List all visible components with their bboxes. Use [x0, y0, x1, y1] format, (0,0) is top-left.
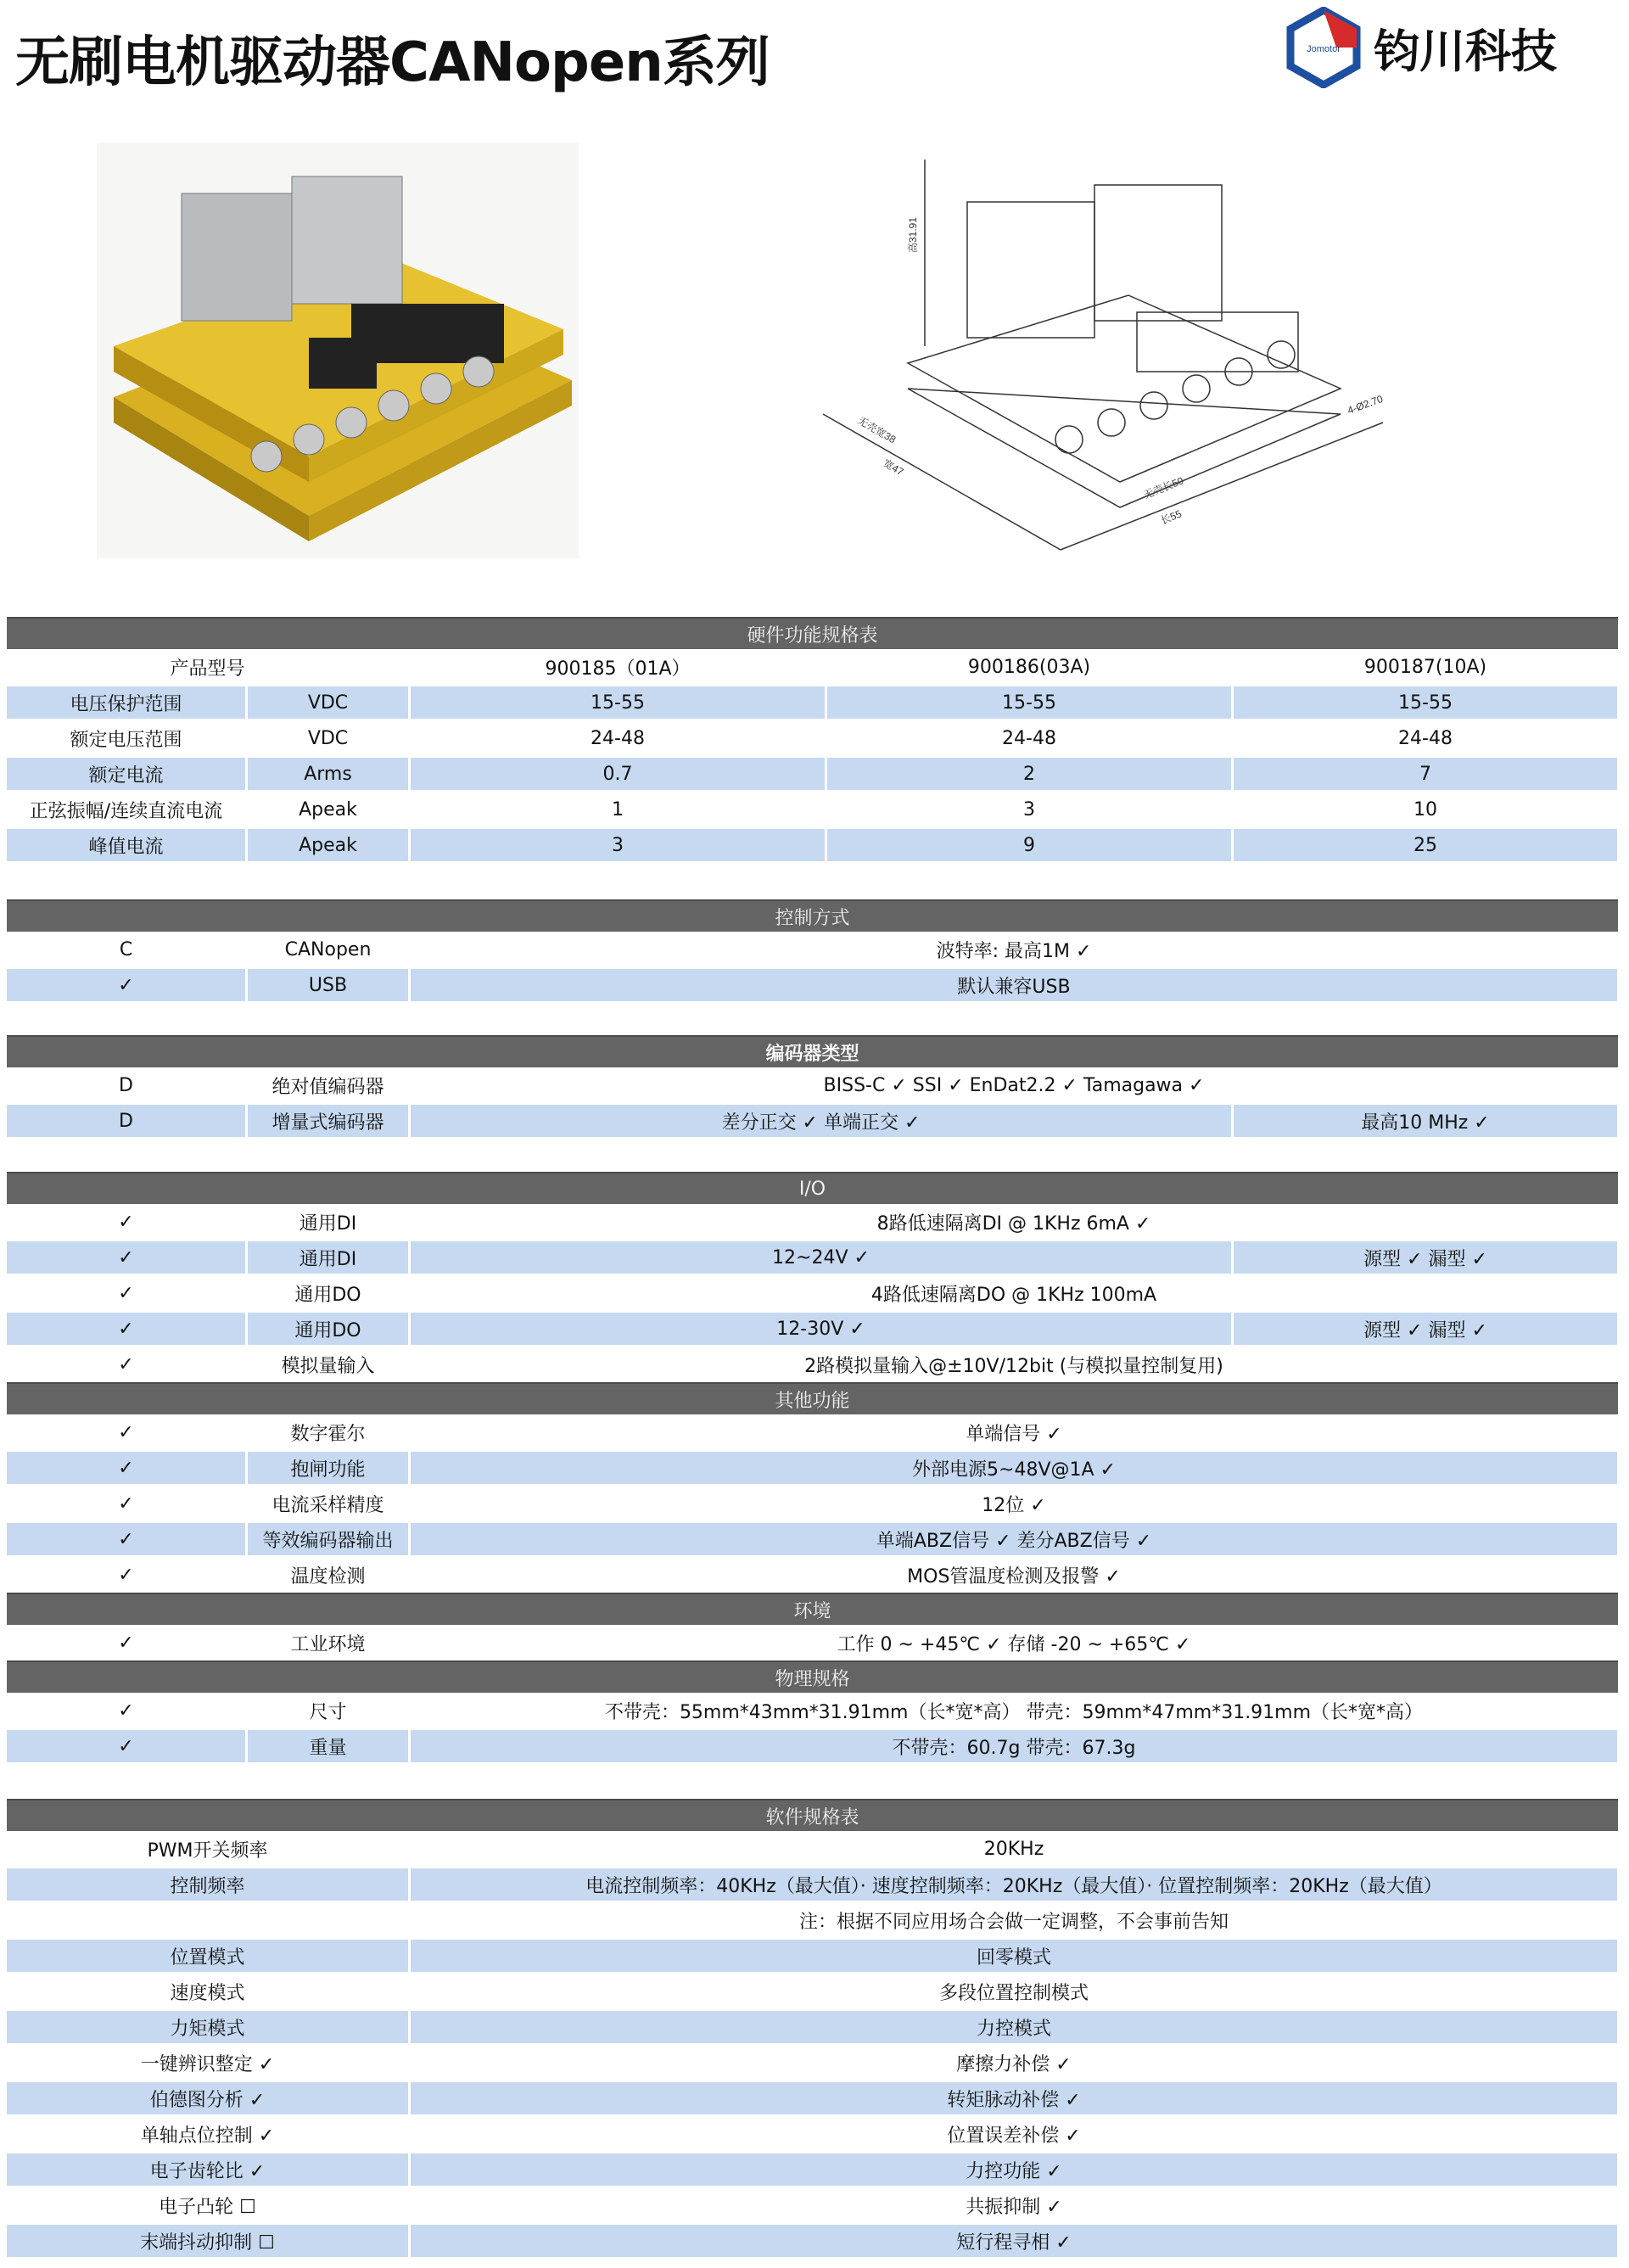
- svg-text:宽47: 宽47: [881, 456, 906, 479]
- table-cell: 最高10 MHz ✓: [1234, 1105, 1617, 1137]
- table-row: [7, 2152, 1618, 2187]
- table-cell: 电压保护范围: [7, 686, 245, 719]
- table-cell: 峰值电流: [7, 829, 245, 861]
- table-cell: 12~24V ✓: [411, 1241, 1231, 1274]
- table-cell: 源型 ✓ 漏型 ✓: [1234, 1241, 1617, 1274]
- table-cell: 速度模式: [170, 1982, 245, 2004]
- table-row: [7, 1625, 1618, 1660]
- table-row: [7, 685, 1618, 720]
- table-cell: 尺寸: [309, 1701, 347, 1723]
- table-cell: 2: [827, 758, 1231, 790]
- table-cell: 通用DO: [248, 1313, 408, 1345]
- table-cell: 额定电压范围: [70, 729, 182, 751]
- table-cell: ✓: [118, 1492, 134, 1515]
- table-cell: 通用DO: [294, 1284, 361, 1306]
- table-row: [7, 1831, 1618, 1867]
- table-cell: 2路模拟量输入@±10V/12bit (与模拟量控制复用): [804, 1355, 1223, 1377]
- spec-section: [7, 1172, 1618, 1382]
- table-row: [7, 1974, 1618, 2009]
- table-cell: D: [119, 1074, 133, 1096]
- table-cell: 摩擦力补偿 ✓: [956, 2053, 1072, 2075]
- table-cell: 20KHz: [983, 1838, 1044, 1860]
- table-row: [7, 1521, 1618, 1557]
- table-row: [7, 1486, 1618, 1521]
- section-header: 控制方式: [7, 899, 1618, 932]
- svg-text:Jomotor: Jomotor: [1307, 44, 1341, 54]
- table-cell: 单轴点位控制 ✓: [140, 2125, 275, 2147]
- table-row: [7, 1067, 1618, 1103]
- table-cell: 外部电源5~48V@1A ✓: [411, 1452, 1617, 1484]
- table-cell: 工业环境: [290, 1633, 366, 1655]
- spec-section: [7, 617, 1618, 863]
- table-cell: Arms: [248, 758, 408, 790]
- table-cell: ✓: [7, 969, 245, 1001]
- table-cell: 末端抖动抑制 ☐: [7, 2225, 408, 2257]
- table-cell: 差分正交 ✓ 单端正交 ✓: [411, 1105, 1231, 1137]
- table-cell: ✓: [118, 1211, 134, 1233]
- table-cell: 控制频率: [7, 1868, 408, 1901]
- spec-tables: [7, 617, 1618, 2259]
- page-title: 无刷电机驱动器CANopen系列: [15, 31, 770, 94]
- table-cell: ✓: [7, 1313, 245, 1345]
- svg-text:4-Ø2.70: 4-Ø2.70: [1346, 392, 1385, 417]
- table-cell: 共振抑制 ✓: [966, 2196, 1062, 2218]
- table-cell: 900187(10A): [1363, 656, 1487, 678]
- table-cell: 波特率: 最高1M ✓: [936, 940, 1092, 962]
- spec-section: [7, 1799, 1618, 2259]
- table-cell: VDC: [248, 686, 408, 719]
- table-row: [7, 1938, 1618, 1974]
- table-cell: 电流控制频率：40KHz（最大值）· 速度控制频率：20KHz（最大值）· 位置控制频率：20KHz（最大值）: [411, 1868, 1617, 1901]
- table-cell: 15-55: [827, 686, 1231, 719]
- section-header: 物理规格: [7, 1660, 1618, 1693]
- table-cell: 额定电流: [7, 758, 245, 790]
- table-cell: 正弦振幅/连续直流电流: [29, 800, 223, 822]
- table-row: [7, 1204, 1618, 1240]
- table-cell: 短行程寻相 ✓: [411, 2225, 1617, 2257]
- table-cell: 力控模式: [411, 2011, 1617, 2043]
- table-cell: 0.7: [411, 758, 825, 790]
- svg-text:高31.91: 高31.91: [907, 216, 919, 253]
- hexagon-logo-icon: [1285, 7, 1362, 88]
- table-cell: 3: [411, 829, 825, 861]
- table-cell: 900186(03A): [967, 656, 1091, 678]
- table-cell: 力控功能 ✓: [411, 2153, 1617, 2186]
- section-header: 编码器类型: [7, 1035, 1618, 1067]
- table-cell: 电子齿轮比 ✓: [7, 2153, 408, 2186]
- table-cell: 不带壳：55mm*43mm*31.91mm（长*宽*高） 带壳：59mm*47mm*31.91mm（长*宽*高）: [604, 1701, 1424, 1723]
- table-cell: USB: [248, 969, 408, 1001]
- table-cell: 通用DI: [248, 1241, 408, 1274]
- table-cell: 10: [1413, 798, 1437, 820]
- table-cell: 900185（01A）: [545, 658, 691, 680]
- table-cell: 24-48: [591, 727, 645, 749]
- table-cell: 电流采样精度: [272, 1494, 384, 1516]
- table-row: [7, 827, 1618, 863]
- spec-section: [7, 1593, 1618, 1660]
- table-row: [7, 2187, 1618, 2223]
- table-cell: BISS-C ✓ SSI ✓ EnDat2.2 ✓ Tamagawa ✓: [823, 1074, 1205, 1096]
- table-cell: 单端ABZ信号 ✓ 差分ABZ信号 ✓: [411, 1523, 1617, 1555]
- svg-text:无壳宽38: 无壳宽38: [855, 414, 898, 446]
- dimension-drawing: [789, 143, 1417, 567]
- table-cell: 7: [1234, 758, 1617, 790]
- table-cell: CANopen: [284, 938, 372, 960]
- table-row: [7, 1414, 1618, 1450]
- table-cell: 伯德图分析 ✓: [7, 2082, 408, 2114]
- table-cell: 增量式编码器: [248, 1105, 408, 1137]
- table-cell: 单端信号 ✓: [966, 1423, 1062, 1445]
- spec-section: [7, 1660, 1618, 1764]
- table-cell: ✓: [7, 1523, 245, 1555]
- table-cell: 注：根据不同应用场合会做一定调整，不会事前告知: [798, 1911, 1229, 1933]
- table-cell: 3: [1023, 798, 1035, 820]
- table-cell: C: [119, 938, 133, 960]
- brand-name: 钧川科技: [1374, 24, 1557, 78]
- table-row: [7, 1557, 1618, 1593]
- table-cell: VDC: [307, 727, 349, 749]
- table-cell: ✓: [118, 1353, 134, 1375]
- table-cell: 工作 0 ~ +45℃ ✓ 存储 -20 ~ +65℃ ✓: [837, 1633, 1191, 1655]
- section-header: 其他功能: [7, 1382, 1618, 1414]
- table-cell: 4路低速隔离DO @ 1KHz 100mA: [870, 1284, 1157, 1306]
- table-cell: 数字霍尔: [290, 1423, 366, 1445]
- svg-text:无壳长50: 无壳长50: [1141, 474, 1185, 501]
- table-cell: MOS管温度检测及报警 ✓: [907, 1565, 1121, 1588]
- table-row: [7, 1902, 1618, 1938]
- table-cell: 重量: [248, 1730, 408, 1762]
- table-row: [7, 2223, 1618, 2259]
- table-cell: Apeak: [248, 829, 408, 861]
- table-row: [7, 1867, 1618, 1902]
- table-cell: 1: [612, 798, 624, 820]
- table-cell: 12位 ✓: [982, 1494, 1046, 1516]
- table-row: [7, 1240, 1618, 1275]
- table-cell: PWM开关频率: [147, 1840, 268, 1862]
- table-row: [7, 792, 1618, 827]
- table-row: [7, 2009, 1618, 2045]
- table-cell: 15-55: [411, 686, 825, 719]
- table-row: [7, 1347, 1618, 1382]
- table-cell: 温度检测: [290, 1565, 366, 1588]
- table-cell: 通用DI: [299, 1212, 357, 1235]
- table-row: [7, 649, 1618, 685]
- table-cell: 抱闸功能: [248, 1452, 408, 1484]
- table-cell: ✓: [7, 1241, 245, 1274]
- table-cell: 产品型号: [170, 658, 245, 680]
- table-cell: 8路低速隔离DI @ 1KHz 6mA ✓: [876, 1212, 1151, 1235]
- table-cell: 24-48: [1398, 727, 1453, 749]
- spec-section: [7, 1035, 1618, 1139]
- table-cell: 源型 ✓ 漏型 ✓: [1234, 1313, 1617, 1345]
- table-cell: 回零模式: [411, 1940, 1617, 1972]
- table-cell: 位置模式: [7, 1940, 408, 1972]
- spec-section: [7, 899, 1618, 1003]
- table-cell: 一键辨识整定 ✓: [140, 2053, 275, 2075]
- table-cell: ✓: [118, 1632, 134, 1654]
- table-cell: 25: [1234, 829, 1617, 861]
- table-cell: D: [7, 1105, 245, 1137]
- table-row: [7, 720, 1618, 756]
- table-row: [7, 1728, 1618, 1764]
- table-row: [7, 1693, 1618, 1728]
- table-cell: [7, 1904, 408, 1936]
- table-cell: 12-30V ✓: [411, 1313, 1231, 1345]
- table-cell: 位置误差补偿 ✓: [947, 2125, 1081, 2147]
- table-cell: ✓: [118, 1564, 134, 1586]
- spec-section: [7, 1382, 1618, 1593]
- table-cell: 力矩模式: [7, 2011, 408, 2043]
- table-cell: 不带壳：60.7g 带壳：67.3g: [411, 1730, 1617, 1762]
- table-cell: 等效编码器输出: [248, 1523, 408, 1555]
- table-cell: 24-48: [1002, 727, 1056, 749]
- table-cell: Apeak: [299, 798, 357, 820]
- section-header: 硬件功能规格表: [7, 617, 1618, 649]
- table-cell: 绝对值编码器: [272, 1076, 384, 1098]
- table-row: [7, 1311, 1618, 1347]
- table-row: [7, 756, 1618, 792]
- table-cell: ✓: [7, 1452, 245, 1484]
- table-cell: 电子凸轮 ☐: [159, 2196, 256, 2218]
- section-header: 环境: [7, 1593, 1618, 1625]
- table-cell: 9: [827, 829, 1231, 861]
- table-row: [7, 967, 1618, 1003]
- table-row: [7, 2116, 1618, 2152]
- table-cell: 模拟量输入: [281, 1355, 375, 1377]
- section-header: 软件规格表: [7, 1799, 1618, 1831]
- table-cell: ✓: [7, 1730, 245, 1762]
- svg-text:长55: 长55: [1158, 507, 1184, 527]
- table-row: [7, 2080, 1618, 2116]
- table-cell: ✓: [118, 1700, 134, 1722]
- table-row: [7, 1103, 1618, 1139]
- brand-logo: [1285, 7, 1557, 88]
- table-row: [7, 1450, 1618, 1486]
- product-photo: [97, 143, 579, 558]
- table-cell: ✓: [118, 1421, 134, 1443]
- table-cell: 15-55: [1234, 686, 1617, 719]
- section-header: I/O: [7, 1172, 1618, 1204]
- table-row: [7, 2045, 1618, 2080]
- table-cell: 转矩脉动补偿 ✓: [411, 2082, 1617, 2114]
- table-cell: 默认兼容USB: [411, 969, 1617, 1001]
- table-cell: 多段位置控制模式: [938, 1982, 1089, 2004]
- table-cell: ✓: [118, 1282, 134, 1304]
- table-row: [7, 932, 1618, 967]
- table-row: [7, 1275, 1618, 1311]
